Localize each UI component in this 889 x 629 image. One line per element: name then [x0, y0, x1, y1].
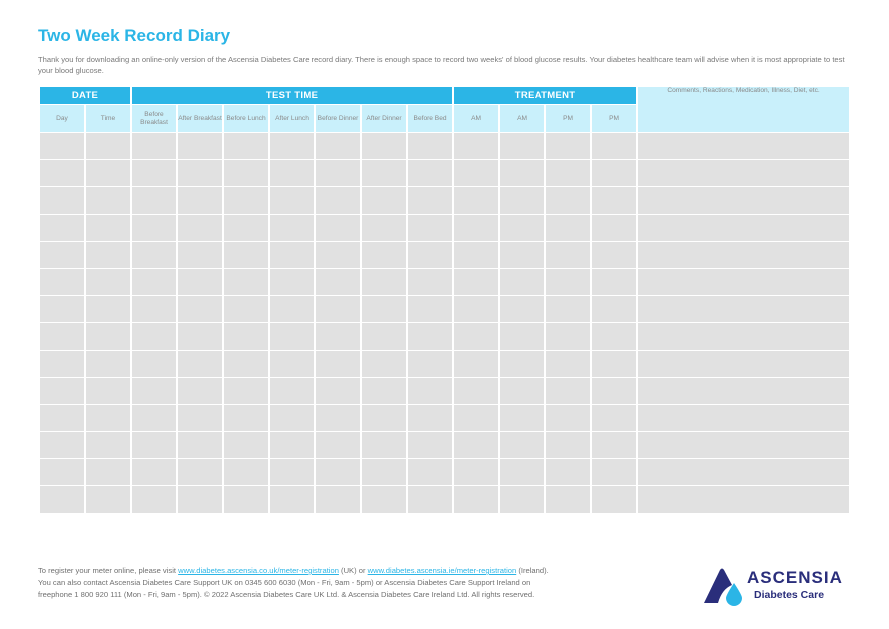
entry-cell[interactable] [454, 486, 498, 512]
page-title: Two Week Record Diary [38, 26, 231, 45]
comments-cell[interactable] [638, 160, 849, 186]
table-row [40, 242, 849, 268]
entry-cell[interactable] [86, 351, 130, 377]
col-header-treatment-pm-1: PM [546, 105, 590, 132]
entry-cell[interactable] [40, 133, 84, 159]
entry-cell[interactable] [592, 133, 636, 159]
entry-cell[interactable] [316, 160, 360, 186]
entry-cell[interactable] [408, 242, 452, 268]
entry-cell[interactable] [592, 486, 636, 512]
entry-cell[interactable] [224, 459, 268, 485]
entry-cell[interactable] [270, 296, 314, 322]
entry-cell[interactable] [132, 215, 176, 241]
entry-cell[interactable] [362, 160, 406, 186]
entry-cell[interactable] [178, 160, 222, 186]
entry-cell[interactable] [270, 432, 314, 458]
entry-cell[interactable] [316, 459, 360, 485]
comments-cell[interactable] [638, 269, 849, 295]
entry-cell[interactable] [546, 378, 590, 404]
entry-cell[interactable] [40, 187, 84, 213]
table-row [40, 459, 849, 485]
record-diary-table [38, 86, 851, 514]
entry-cell[interactable] [500, 133, 544, 159]
entry-cell[interactable] [178, 187, 222, 213]
entry-cell[interactable] [178, 133, 222, 159]
entry-cell[interactable] [362, 432, 406, 458]
footer-line1-prefix: To register your meter online, please visit [38, 566, 179, 575]
entry-cell[interactable] [408, 378, 452, 404]
entry-cell[interactable] [224, 432, 268, 458]
entry-cell[interactable] [408, 133, 452, 159]
entry-cell[interactable] [362, 187, 406, 213]
entry-cell[interactable] [132, 351, 176, 377]
footer-line3: freephone 1 800 920 111 (Mon - Fri, 9am - 5pm). © 2022 Ascensia Diabetes Care UK Ltd. & Ascensia Diabetes Care Ireland Ltd. All rights reserved. [38, 590, 535, 600]
entry-cell[interactable] [454, 160, 498, 186]
entry-cell[interactable] [362, 296, 406, 322]
entry-cell[interactable] [178, 215, 222, 241]
entry-cell[interactable] [270, 160, 314, 186]
table-row [40, 160, 849, 186]
entry-cell[interactable] [132, 486, 176, 512]
comments-cell[interactable] [638, 215, 849, 241]
entry-cell[interactable] [500, 405, 544, 431]
entry-cell[interactable] [546, 269, 590, 295]
entry-cell[interactable] [270, 351, 314, 377]
entry-cell[interactable] [132, 269, 176, 295]
entry-cell[interactable] [546, 242, 590, 268]
entry-cell[interactable] [546, 160, 590, 186]
entry-cell[interactable] [592, 351, 636, 377]
entry-cell[interactable] [178, 296, 222, 322]
entry-cell[interactable] [132, 160, 176, 186]
comments-cell[interactable] [638, 486, 849, 512]
entry-cell[interactable] [40, 242, 84, 268]
entry-cell[interactable] [40, 323, 84, 349]
entry-cell[interactable] [86, 323, 130, 349]
entry-cell[interactable] [362, 242, 406, 268]
entry-cell[interactable] [454, 378, 498, 404]
entry-cell[interactable] [224, 215, 268, 241]
entry-cell[interactable] [270, 486, 314, 512]
table-row [40, 323, 849, 349]
ie-registration-link[interactable]: www.diabetes.ascensia.ie/meter-registration [367, 566, 517, 575]
group-header-test-time: TEST TIME [132, 87, 452, 104]
group-header-treatment: TREATMENT [454, 87, 636, 104]
entry-cell[interactable] [178, 242, 222, 268]
entry-cell[interactable] [270, 269, 314, 295]
entry-cell[interactable] [408, 351, 452, 377]
col-header-after-lunch: After Lunch [270, 105, 314, 132]
entry-cell[interactable] [316, 215, 360, 241]
entry-cell[interactable] [132, 323, 176, 349]
entry-cell[interactable] [178, 459, 222, 485]
entry-cell[interactable] [178, 486, 222, 512]
entry-cell[interactable] [408, 323, 452, 349]
entry-cell[interactable] [454, 133, 498, 159]
entry-cell[interactable] [592, 160, 636, 186]
entry-cell[interactable] [316, 351, 360, 377]
entry-cell[interactable] [270, 187, 314, 213]
entry-cell[interactable] [592, 432, 636, 458]
entry-cell[interactable] [40, 296, 84, 322]
entry-cell[interactable] [270, 323, 314, 349]
entry-cell[interactable] [454, 187, 498, 213]
entry-cell[interactable] [86, 242, 130, 268]
entry-cell[interactable] [40, 378, 84, 404]
table-row [40, 432, 849, 458]
entry-cell[interactable] [132, 432, 176, 458]
entry-cell[interactable] [362, 215, 406, 241]
entry-cell[interactable] [224, 187, 268, 213]
entry-cell[interactable] [592, 405, 636, 431]
entry-cell[interactable] [270, 459, 314, 485]
entry-cell[interactable] [316, 242, 360, 268]
entry-cell[interactable] [362, 351, 406, 377]
entry-cell[interactable] [40, 405, 84, 431]
entry-cell[interactable] [86, 486, 130, 512]
entry-cell[interactable] [178, 269, 222, 295]
entry-cell[interactable] [86, 187, 130, 213]
entry-cell[interactable] [408, 160, 452, 186]
comments-cell[interactable] [638, 187, 849, 213]
entry-cell[interactable] [592, 269, 636, 295]
logo-brand-text: ASCENSIA [747, 568, 843, 587]
entry-cell[interactable] [316, 323, 360, 349]
entry-cell[interactable] [224, 160, 268, 186]
comments-cell[interactable] [638, 242, 849, 268]
entry-cell[interactable] [500, 269, 544, 295]
entry-cell[interactable] [316, 486, 360, 512]
entry-cell[interactable] [454, 323, 498, 349]
entry-cell[interactable] [40, 215, 84, 241]
entry-cell[interactable] [224, 405, 268, 431]
entry-cell[interactable] [40, 432, 84, 458]
entry-cell[interactable] [316, 405, 360, 431]
entry-cell[interactable] [408, 459, 452, 485]
ascensia-logo [702, 566, 854, 606]
entry-cell[interactable] [408, 187, 452, 213]
entry-cell[interactable] [316, 432, 360, 458]
entry-cell[interactable] [408, 405, 452, 431]
entry-cell[interactable] [454, 242, 498, 268]
entry-cell[interactable] [40, 486, 84, 512]
footer-line2: You can also contact Ascensia Diabetes Care Support UK on 0345 600 6030 (Mon - Fri, 9am - 5pm) or Ascensia Diabetes Care Support Ireland on [38, 578, 531, 588]
entry-cell[interactable] [316, 296, 360, 322]
entry-cell[interactable] [86, 378, 130, 404]
entry-cell[interactable] [500, 351, 544, 377]
entry-cell[interactable] [362, 133, 406, 159]
entry-cell[interactable] [132, 242, 176, 268]
entry-cell[interactable] [270, 133, 314, 159]
footer-uk-suffix: (UK) or [338, 566, 368, 575]
entry-cell[interactable] [132, 187, 176, 213]
entry-cell[interactable] [362, 459, 406, 485]
col-header-after-dinner: After Dinner [362, 105, 406, 132]
entry-cell[interactable] [500, 160, 544, 186]
entry-cell[interactable] [40, 269, 84, 295]
entry-cell[interactable] [40, 459, 84, 485]
entry-cell[interactable] [362, 405, 406, 431]
entry-cell[interactable] [362, 378, 406, 404]
entry-cell[interactable] [316, 378, 360, 404]
entry-cell[interactable] [178, 323, 222, 349]
footer-ie-suffix: (Ireland). [516, 566, 549, 575]
footer-text [38, 565, 678, 602]
table-row [40, 187, 849, 213]
entry-cell[interactable] [546, 432, 590, 458]
entry-cell[interactable] [224, 242, 268, 268]
entry-cell[interactable] [178, 351, 222, 377]
entry-cell[interactable] [500, 215, 544, 241]
entry-cell[interactable] [86, 432, 130, 458]
entry-cell[interactable] [408, 432, 452, 458]
entry-cell[interactable] [270, 405, 314, 431]
entry-cell[interactable] [132, 459, 176, 485]
entry-cell[interactable] [454, 351, 498, 377]
entry-cell[interactable] [500, 323, 544, 349]
entry-cell[interactable] [500, 187, 544, 213]
entry-cell[interactable] [454, 459, 498, 485]
entry-cell[interactable] [86, 160, 130, 186]
comments-cell[interactable] [638, 378, 849, 404]
table-row [40, 215, 849, 241]
entry-cell[interactable] [500, 432, 544, 458]
entry-cell[interactable] [592, 187, 636, 213]
entry-cell[interactable] [132, 405, 176, 431]
table-row [40, 269, 849, 295]
entry-cell[interactable] [224, 378, 268, 404]
entry-cell[interactable] [408, 269, 452, 295]
diary-rows [40, 133, 849, 513]
comments-cell[interactable] [638, 323, 849, 349]
col-header-after-breakfast: After Breakfast [178, 105, 222, 132]
entry-cell[interactable] [454, 432, 498, 458]
entry-cell[interactable] [500, 459, 544, 485]
entry-cell[interactable] [546, 323, 590, 349]
ascensia-logo-mark-icon [702, 566, 746, 606]
table-row [40, 486, 849, 512]
entry-cell[interactable] [270, 242, 314, 268]
entry-cell[interactable] [132, 378, 176, 404]
entry-cell[interactable] [500, 296, 544, 322]
table-row [40, 133, 849, 159]
entry-cell[interactable] [224, 486, 268, 512]
entry-cell[interactable] [592, 459, 636, 485]
entry-cell[interactable] [592, 215, 636, 241]
entry-cell[interactable] [500, 242, 544, 268]
entry-cell[interactable] [270, 378, 314, 404]
col-header-before-lunch: Before Lunch [224, 105, 268, 132]
entry-cell[interactable] [592, 242, 636, 268]
uk-registration-link[interactable]: www.diabetes.ascensia.co.uk/meter-registration [178, 566, 339, 575]
comments-cell[interactable] [638, 133, 849, 159]
entry-cell[interactable] [316, 187, 360, 213]
comments-header: Comments, Reactions, Medication, Illness, Diet, etc. [638, 87, 849, 132]
comments-cell[interactable] [638, 405, 849, 431]
table-row [40, 405, 849, 431]
entry-cell[interactable] [178, 405, 222, 431]
entry-cell[interactable] [362, 486, 406, 512]
entry-cell[interactable] [86, 269, 130, 295]
entry-cell[interactable] [132, 133, 176, 159]
group-header-date: DATE [40, 87, 130, 104]
entry-cell[interactable] [454, 405, 498, 431]
intro-text: Thank you for downloading an online-only version of the Ascensia Diabetes Care record diary. There is enough space to record two weeks' of blood glucose results. Your diabetes healthcare team will advise when it is most appropriate to test your blood glucose. [38, 55, 845, 75]
entry-cell[interactable] [454, 269, 498, 295]
entry-cell[interactable] [178, 378, 222, 404]
entry-cell[interactable] [270, 215, 314, 241]
col-header-treatment-am-2: AM [500, 105, 544, 132]
entry-cell[interactable] [546, 296, 590, 322]
comments-cell[interactable] [638, 351, 849, 377]
entry-cell[interactable] [86, 296, 130, 322]
entry-cell[interactable] [224, 323, 268, 349]
entry-cell[interactable] [546, 486, 590, 512]
col-header-before-breakfast: Before Breakfast [132, 105, 176, 132]
col-header-time: Time [86, 105, 130, 132]
entry-cell[interactable] [40, 351, 84, 377]
table-row [40, 378, 849, 404]
col-header-treatment-am-1: AM [454, 105, 498, 132]
entry-cell[interactable] [86, 405, 130, 431]
comments-cell[interactable] [638, 296, 849, 322]
col-header-before-bed: Before Bed [408, 105, 452, 132]
entry-cell[interactable] [408, 486, 452, 512]
entry-cell[interactable] [592, 323, 636, 349]
entry-cell[interactable] [362, 269, 406, 295]
entry-cell[interactable] [408, 296, 452, 322]
entry-cell[interactable] [316, 133, 360, 159]
col-header-treatment-pm-2: PM [592, 105, 636, 132]
entry-cell[interactable] [546, 187, 590, 213]
entry-cell[interactable] [86, 133, 130, 159]
entry-cell[interactable] [132, 296, 176, 322]
col-header-before-dinner: Before Dinner [316, 105, 360, 132]
entry-cell[interactable] [500, 486, 544, 512]
entry-cell[interactable] [592, 378, 636, 404]
comments-cell[interactable] [638, 432, 849, 458]
entry-cell[interactable] [546, 351, 590, 377]
table-row [40, 296, 849, 322]
entry-cell[interactable] [546, 133, 590, 159]
entry-cell[interactable] [454, 296, 498, 322]
entry-cell[interactable] [408, 215, 452, 241]
entry-cell[interactable] [224, 269, 268, 295]
entry-cell[interactable] [454, 215, 498, 241]
col-header-day: Day [40, 105, 84, 132]
entry-cell[interactable] [224, 133, 268, 159]
entry-cell[interactable] [316, 269, 360, 295]
entry-cell[interactable] [40, 160, 84, 186]
entry-cell[interactable] [362, 323, 406, 349]
comments-cell[interactable] [638, 459, 849, 485]
entry-cell[interactable] [546, 405, 590, 431]
entry-cell[interactable] [224, 296, 268, 322]
entry-cell[interactable] [178, 432, 222, 458]
logo-sub-text: Diabetes Care [754, 589, 825, 601]
entry-cell[interactable] [546, 459, 590, 485]
entry-cell[interactable] [592, 296, 636, 322]
entry-cell[interactable] [86, 215, 130, 241]
entry-cell[interactable] [224, 351, 268, 377]
entry-cell[interactable] [546, 215, 590, 241]
entry-cell[interactable] [500, 378, 544, 404]
table-row [40, 351, 849, 377]
entry-cell[interactable] [86, 459, 130, 485]
